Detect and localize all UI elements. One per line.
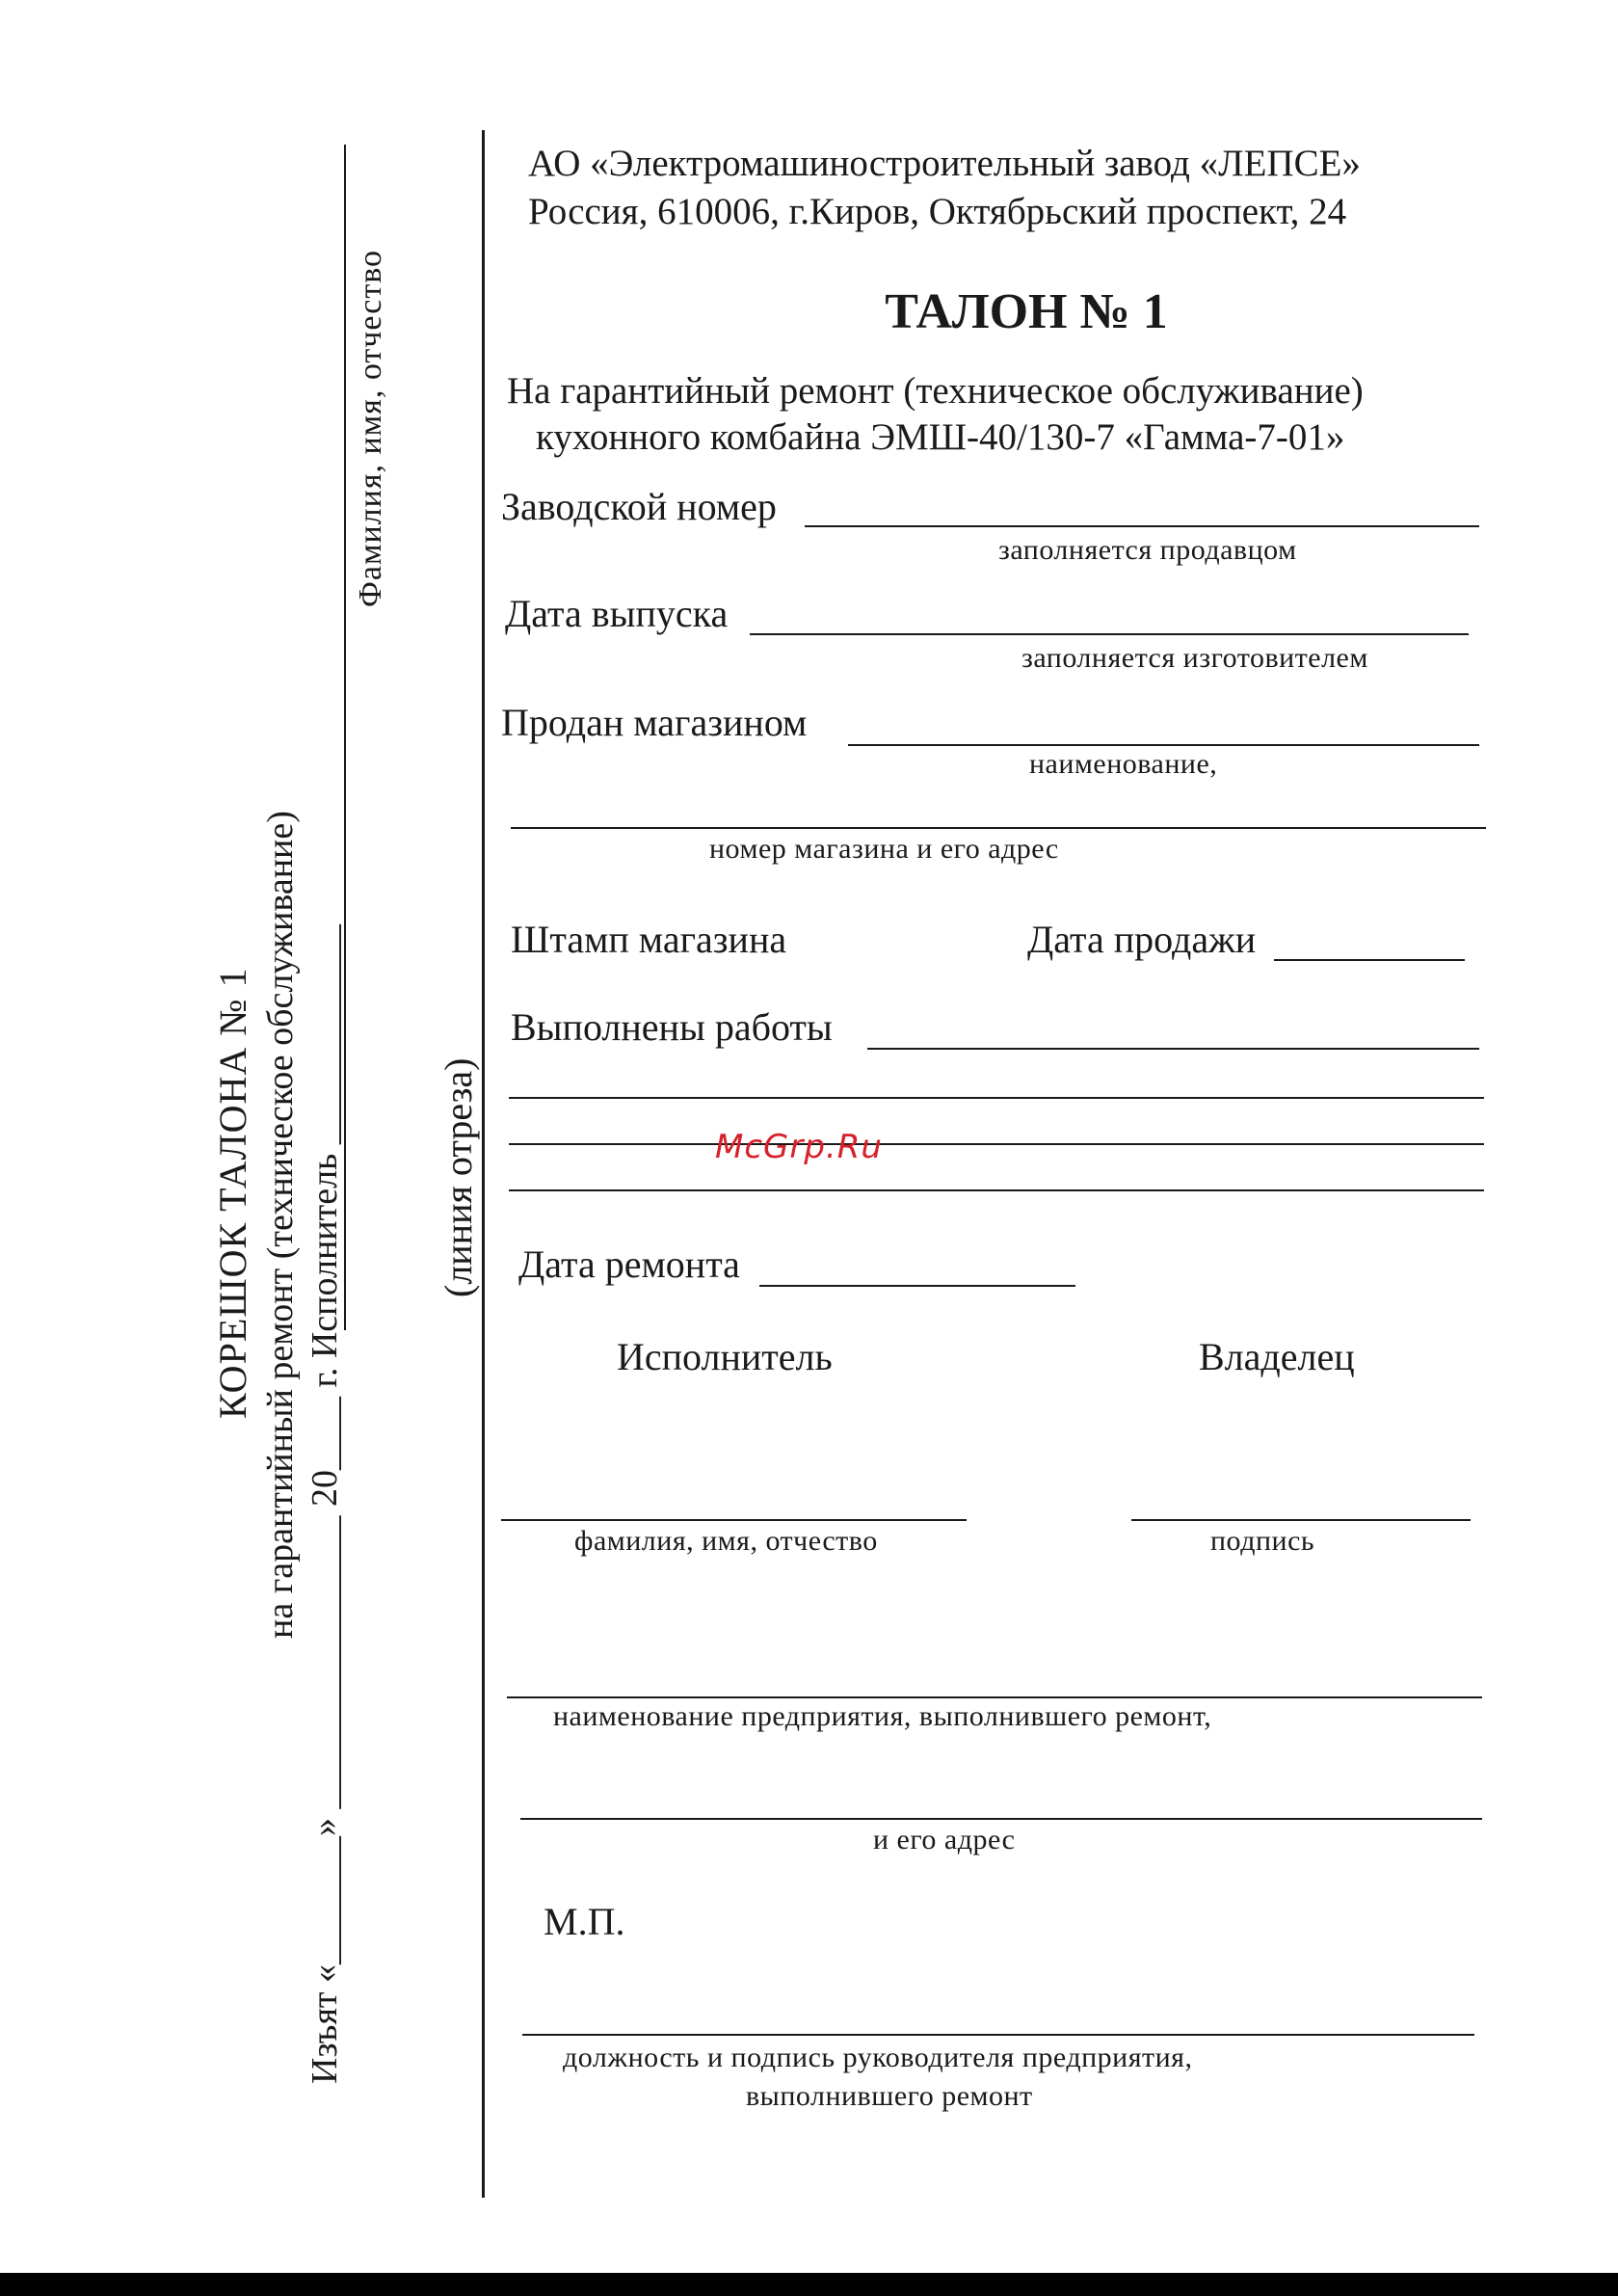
serial-hint: заполняется продавцом [998,534,1297,566]
company-address: Россия, 610006, г.Киров, Октябрьский проспект, 24 [528,191,1347,232]
works-field-4[interactable] [509,1189,1484,1191]
repair-date-field[interactable] [759,1285,1075,1287]
cut-line [482,130,485,2198]
owner-signature-field[interactable] [1131,1519,1471,1521]
performer-signature-field[interactable] [501,1519,967,1521]
release-date-field[interactable] [750,633,1469,635]
head-hint-line-1: должность и подпись руководителя предприятия, [563,2042,1193,2073]
watermark: McGrp.Ru [715,1128,883,1166]
release-date-label: Дата выпуска [505,592,729,635]
store-field[interactable] [848,744,1479,746]
signature-hint: подпись [1210,1525,1315,1557]
purpose-line-2: кухонного комбайна ЭМШ-40/130-7 «Гамма-7-01» [536,416,1345,458]
works-field-1[interactable] [867,1048,1479,1050]
sale-date-label: Дата продажи [1027,918,1257,961]
store-address-field[interactable] [511,827,1486,829]
sale-date-field[interactable] [1274,959,1465,961]
head-hint-line-2: выполнившего ремонт [746,2080,1033,2112]
repair-date-label: Дата ремонта [518,1242,740,1286]
page-title: ТАЛОН № 1 [885,284,1168,339]
works-field-2[interactable] [509,1097,1484,1099]
seal-label: М.П. [544,1900,625,1943]
serial-label: Заводской номер [501,485,777,528]
head-signature-field[interactable] [522,2034,1474,2036]
stub-fio-label: Фамилия, имя, отчество [353,249,388,607]
enterprise-address-hint: и его адрес [873,1824,1016,1855]
stub-title: КОРЕШОК ТАЛОНА № 1 [211,967,254,1419]
fio-hint: фамилия, имя, отчество [574,1525,878,1557]
performer-label: Исполнитель [617,1335,833,1378]
works-field-3[interactable] [509,1143,1484,1145]
store-address-hint: номер магазина и его адрес [709,833,1059,865]
enterprise-field[interactable] [507,1696,1482,1698]
bottom-bar [0,2273,1618,2296]
stub-removed-line: Изъят «_______» ________________ 20____ г. Исполнитель ____________ [305,924,345,2084]
stub-subtitle: на гарантийный ремонт (техническое обслуживание) [260,811,301,1639]
serial-field[interactable] [805,525,1479,527]
company-name: АО «Электромашиностроительный завод «ЛЕПСЕ» [528,143,1361,184]
enterprise-address-field[interactable] [520,1818,1482,1820]
stamp-label: Штамп магазина [511,918,787,961]
owner-label: Владелец [1199,1335,1355,1378]
works-label: Выполнены работы [511,1005,833,1049]
store-label: Продан магазином [501,701,808,744]
release-date-hint: заполняется изготовителем [1021,642,1368,674]
cut-line-label: (линия отреза) [437,1057,480,1297]
store-hint: наименование, [1029,748,1218,780]
purpose-line-1: На гарантийный ремонт (техническое обслуживание) [507,370,1364,412]
enterprise-hint: наименование предприятия, выполнившего ремонт, [553,1700,1212,1732]
